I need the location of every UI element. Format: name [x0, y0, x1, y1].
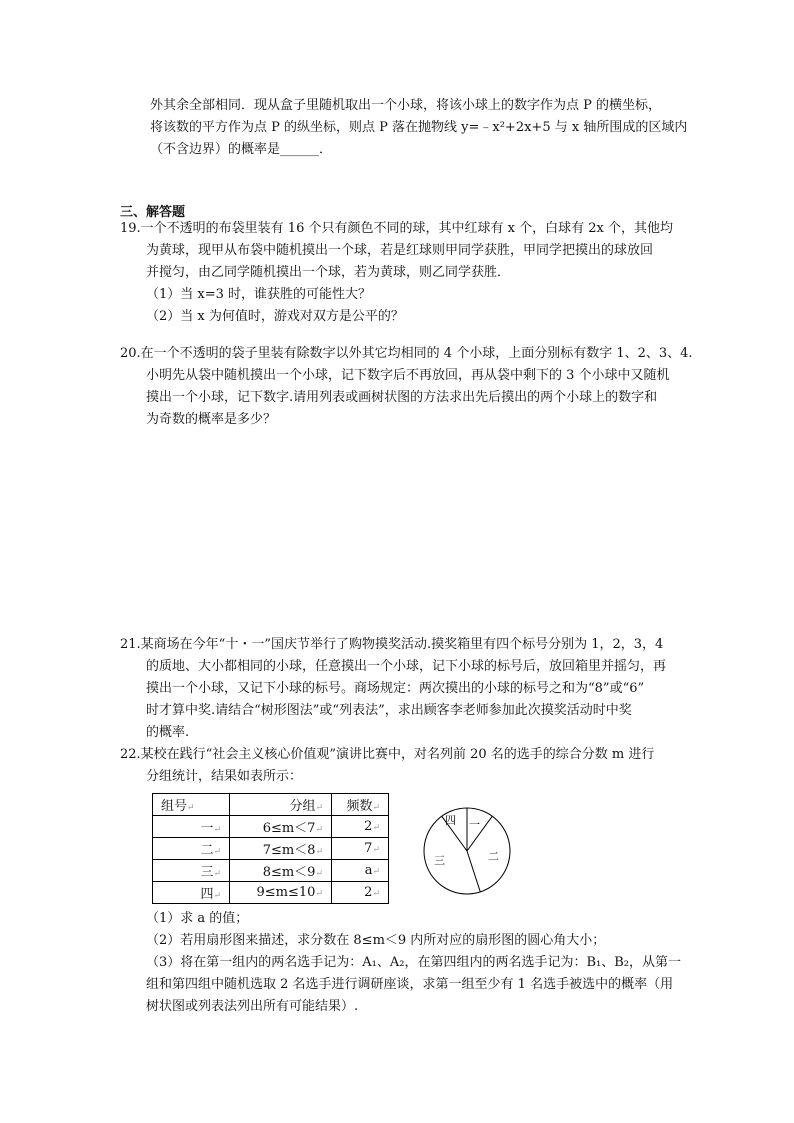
table-cell: 7≤m＜8↵ [230, 838, 332, 860]
q22-part-1: （1）求 a 的值； [146, 911, 249, 926]
frequency-table [152, 793, 389, 904]
table-cell: 9≤m≤10↵ [230, 882, 332, 904]
q21-line-1: 21.某商场在今年“十・一”国庆节举行了购物摸奖活动.摸奖箱里有四个标号分别为 1，2，3，4 [120, 637, 664, 652]
table-cell: 6≤m＜7↵ [230, 816, 332, 838]
pie-chart [422, 806, 512, 896]
table-header: 频数↵ [332, 794, 389, 816]
table-cell: 二↵ [153, 838, 230, 860]
q22-part-3-line-3: 树状图或列表法列出所有可能结果）. [146, 999, 359, 1014]
q22-part-3-line-2: 组和第四组中随机选取 2 名选手进行调研座谈，求第一组至少有 1 名选手被选中的概率（用 [146, 977, 674, 992]
q18-line-1: 外其余全部相同．现从盒子里随机取出一个小球，将该小球上的数字作为点 P 的横坐标， [150, 98, 662, 113]
table-header: 组号↵ [153, 794, 230, 816]
table-row [153, 838, 389, 860]
pie-label-two: 二 [488, 850, 499, 863]
table-cell: 一↵ [153, 816, 230, 838]
q20-line-3: 摸出一个小球，记下数字.请用列表或画树状图的方法求出先后摸出的两个小球上的数字和 [146, 390, 658, 405]
q22-line-2: 分组统计，结果如表所示： [146, 769, 303, 784]
table-cell: 四↵ [153, 882, 230, 904]
table-row [153, 816, 389, 838]
q21-line-2: 的质地、大小都相同的小球，任意摸出一个小球，记下小球的标号后，放回箱里并摇匀，再 [146, 659, 667, 674]
q22-part-2: （2）若用扇形图来描述，求分数在 8≤m＜9 内所对应的扇形图的圆心角大小； [146, 933, 606, 948]
pie-label-four: 四 [445, 814, 456, 827]
table-row [153, 882, 389, 904]
table-cell: 2↵ [332, 816, 389, 838]
q18-line-2: 将该数的平方作为点 P 的纵坐标，则点 P 落在抛物线 y=﹣x²+2x+5 与 x 轴所围成的区域内 [150, 120, 688, 135]
pie-label-one: 一 [469, 818, 480, 831]
section-title: 三、解答题 [120, 205, 186, 220]
pie-label-three: 三 [434, 854, 445, 867]
table-cell: 2↵ [332, 882, 389, 904]
table-header-row [153, 794, 389, 816]
q19-part-2: （2）当 x 为何值时，游戏对双方是公平的？ [146, 309, 404, 324]
q18-line-3: （不含边界）的概率是______． [150, 142, 333, 157]
q19-line-3: 并搅匀，由乙同学随机摸出一个球，若为黄球，则乙同学获胜． [146, 265, 511, 280]
table-cell: 8≤m＜9↵ [230, 860, 332, 882]
q19-line-1: 19.一个不透明的布袋里装有 16 个只有颜色不同的球，其中红球有 x 个，白球有 2x 个，其他均 [120, 221, 673, 236]
q19-line-2: 为黄球，现甲从布袋中随机摸出一个球，若是红球则甲同学获胜，甲同学把摸出的球放回 [146, 243, 654, 258]
q22-part-3-line-1: （3）将在第一组内的两名选手记为：A₁、A₂，在第四组内的两名选手记为：B₁、B₂，从第一 [146, 955, 681, 970]
q20-line-1: 20.在一个不透明的袋子里装有除数字以外其它均相同的 4 个小球，上面分别标有数字 1、2、3、4. [120, 346, 693, 361]
q21-line-3: 摸出一个小球，又记下小球的标号。商场规定：两次摸出的小球的标号之和为“8”或“6” [146, 681, 645, 696]
table-cell: 三↵ [153, 860, 230, 882]
table-cell: a↵ [332, 860, 389, 882]
q20-line-2: 小明先从袋中随机摸出一个小球，记下数字后不再放回，再从袋中剩下的 3 个小球中又随机 [146, 368, 670, 383]
q21-line-5: 的概率. [146, 725, 190, 740]
q19-part-1: （1）当 x=3 时，谁获胜的可能性大？ [146, 287, 372, 302]
q21-line-4: 时才算中奖.请结合“树形图法”或“列表法”，求出顾客李老师参加此次摸奖活动时中奖 [146, 703, 632, 718]
table-cell: 7↵ [332, 838, 389, 860]
table-row [153, 860, 389, 882]
q20-line-4: 为奇数的概率是多少？ [146, 412, 277, 427]
pie-slice-boundary-三 [467, 851, 480, 892]
table-header: 分组↵ [230, 794, 332, 816]
q22-line-1: 22.某校在践行“社会主义核心价值观”演讲比赛中，对名列前 20 名的选手的综合分数 m 进行 [120, 747, 655, 762]
